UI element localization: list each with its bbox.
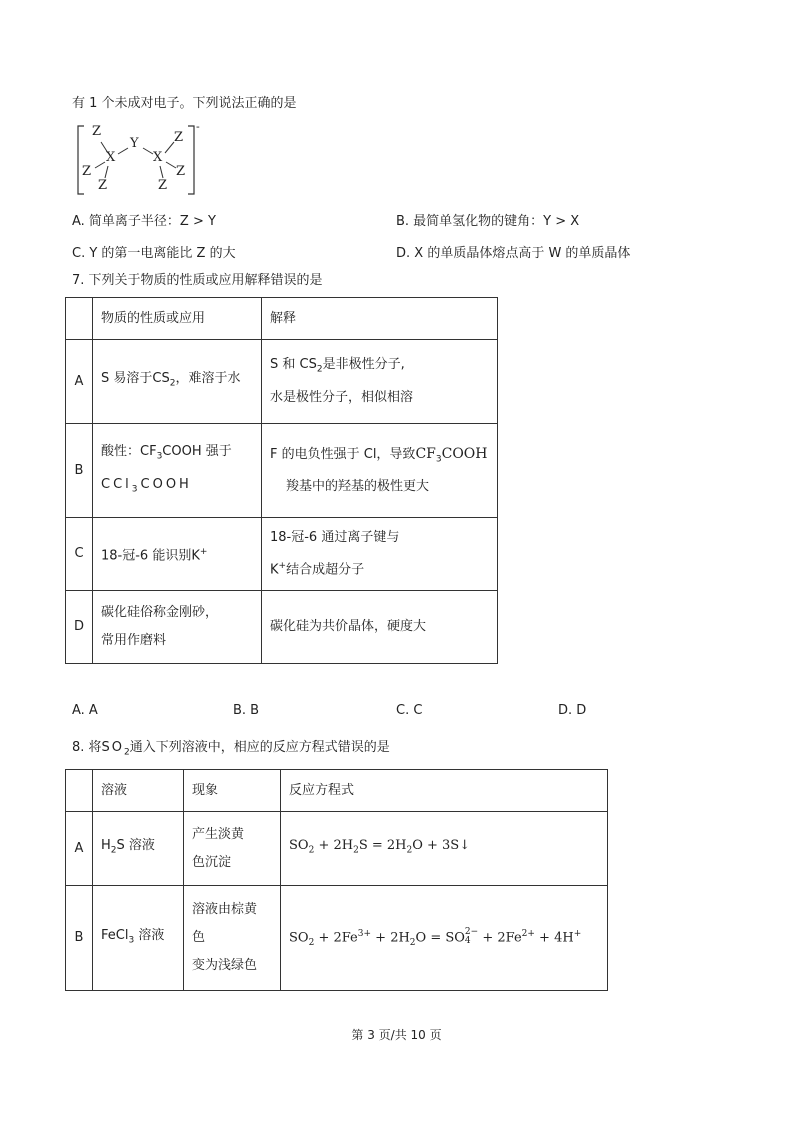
option-d: D. X 的单质晶体熔点高于 W 的单质晶体 bbox=[396, 246, 631, 261]
row-key: C bbox=[66, 518, 93, 591]
header-cell: 反应方程式 bbox=[281, 770, 608, 812]
atom-x: X bbox=[153, 150, 163, 165]
row-explanation: S 和 $CS_2$是非极性分子, 水是极性分子，相似相溶 bbox=[262, 340, 498, 424]
atom-z: Z bbox=[92, 124, 102, 139]
q7-option-b: B. B bbox=[233, 703, 260, 718]
reaction-equation: $SO_2 + 2Fe^{3+} + 2H_2O$ = SO 2− 4 + $2Fe^{2+} + 4H^+$ bbox=[281, 886, 608, 991]
header-cell: 物质的性质或应用 bbox=[93, 298, 262, 340]
table-row bbox=[66, 424, 498, 518]
row-key: A bbox=[66, 812, 93, 886]
table-row bbox=[66, 886, 608, 991]
row-key: B bbox=[66, 886, 93, 991]
header-cell: 现象 bbox=[184, 770, 281, 812]
table-row bbox=[66, 591, 498, 664]
charge-sign: - bbox=[196, 120, 200, 133]
option-c: C. Y 的第一电离能比 Z 的大 bbox=[72, 246, 236, 261]
page-footer: 第 3 页/共 10 页 bbox=[351, 1028, 442, 1042]
row-phenomenon: 产生淡黄 色沉淀 bbox=[184, 812, 281, 886]
table-header-row bbox=[66, 770, 608, 812]
atom-z: Z bbox=[176, 164, 186, 179]
row-key: A bbox=[66, 340, 93, 424]
header-cell: 解释 bbox=[262, 298, 498, 340]
option-b: B. 最简单氢化物的键角：Y > X bbox=[396, 214, 580, 229]
reaction-equation: $SO_2 + 2H_2S = 2H_2O$ + 3S↓ bbox=[281, 812, 608, 886]
header-cell bbox=[66, 298, 93, 340]
row-key: D bbox=[66, 591, 93, 664]
atom-y: Y bbox=[130, 136, 139, 151]
row-solution: FeCl$_3$ 溶液 bbox=[93, 886, 184, 991]
table-row bbox=[66, 340, 498, 424]
row-explanation: F 的电负性强于 Cl，导致$CF_3COOH$ 羧基中的羟基的极性更大 bbox=[262, 424, 498, 518]
row-property: 碳化硅俗称金刚砂， 常用作磨料 bbox=[93, 591, 262, 664]
atom-z: Z bbox=[174, 130, 184, 145]
row-explanation: 18-冠-6 通过离子键与 K+结合成超分子 bbox=[262, 518, 498, 591]
question-7-stem: 7. 下列关于物质的性质或应用解释错误的是 bbox=[72, 273, 323, 288]
table-row bbox=[66, 518, 498, 591]
q7-option-a: A. A bbox=[72, 703, 98, 718]
atom-z: Z bbox=[82, 164, 92, 179]
question-7-table bbox=[65, 297, 498, 664]
row-property: S 易溶于$CS_2$，难溶于水 bbox=[93, 340, 262, 424]
row-property: 18-冠-6 能识别K+ bbox=[93, 518, 262, 591]
row-key: B bbox=[66, 424, 93, 518]
anion-structure-diagram bbox=[68, 120, 218, 200]
header-cell bbox=[66, 770, 93, 812]
atom-x: X bbox=[106, 150, 116, 165]
table-header-row bbox=[66, 298, 498, 340]
row-explanation: 碳化硅为共价晶体，硬度大 bbox=[262, 591, 498, 664]
header-cell: 溶液 bbox=[93, 770, 184, 812]
atom-z: Z bbox=[158, 178, 168, 193]
question-8-stem: 8. 将$SO_2$通入下列溶液中，相应的反应方程式错误的是 bbox=[72, 740, 390, 758]
atom-z: Z bbox=[98, 178, 108, 193]
question-intro: 有 1 个未成对电子。下列说法正确的是 bbox=[72, 96, 297, 111]
row-property: 酸性：$CF_3COOH$ 强于 CCl$_3$COOH bbox=[93, 424, 262, 518]
q7-option-d: D. D bbox=[558, 703, 587, 718]
option-a: A. 简单离子半径：Z > Y bbox=[72, 214, 216, 229]
row-phenomenon: 溶液由棕黄 色 变为浅绿色 bbox=[184, 886, 281, 991]
row-solution: $H_2S$ 溶液 bbox=[93, 812, 184, 886]
table-row bbox=[66, 812, 608, 886]
q7-option-c: C. C bbox=[396, 703, 423, 718]
question-8-table bbox=[65, 769, 608, 991]
